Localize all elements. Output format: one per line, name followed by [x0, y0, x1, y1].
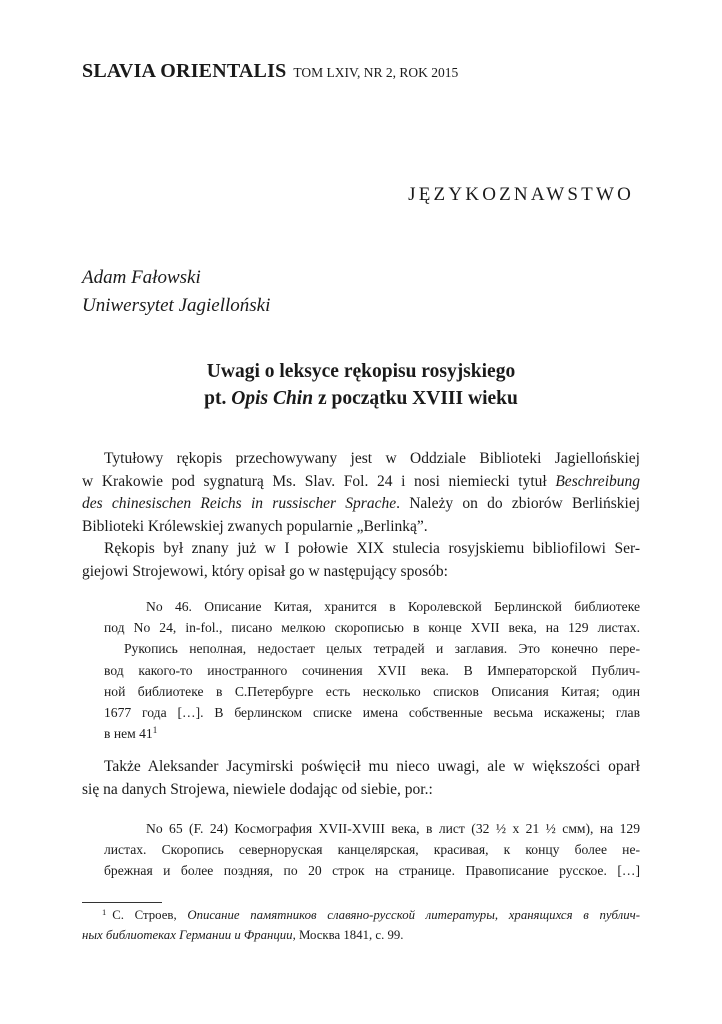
- author-block: [82, 264, 270, 320]
- footnote-divider: [82, 902, 162, 903]
- paragraph-1-line-2-text: w Krakowie pod sygnaturą Ms. Slav. Fol. 24 i nosi niemiecki tytuł: [82, 472, 556, 490]
- block-quote-2: [104, 818, 640, 882]
- paragraph-1-line-3-text: . Należy on do zbiorów Berlińskiej: [396, 495, 641, 512]
- footnote-line-2-text: Москва 1841, с. 99.: [295, 927, 404, 942]
- title-line-1: Uwagi o leksyce rękopisu rosyjskiego: [206, 361, 516, 382]
- quote-1-line-3: Рукопись неполная, недостает целых тетрадей и заглавия. Это конечно пере-: [124, 641, 640, 657]
- author-name: Adam Fałowski: [82, 267, 201, 288]
- quote-1-line-7-text: в нем 41: [104, 726, 153, 742]
- title-italic: Opis Chin: [231, 388, 314, 409]
- footnote-line-1: [82, 906, 640, 926]
- quote-2-line-3: брежная и более поздняя, по 20 строк на странице. Правописание русское. […]: [104, 863, 640, 879]
- paragraph-1-line-4: Biblioteki Królewskiej zwanych popularnie „Berlinką”.: [82, 517, 428, 535]
- paragraph-1-line-1: Tytułowy rękopis przechowywany jest w Oddziale Biblioteki Jagiellońskiej: [104, 450, 640, 467]
- paragraph-1-line-2: [82, 471, 640, 494]
- quote-2-line-1: No 65 (F. 24) Космография XVII-XVIII века, в лист (32 ½ x 21 ½ смм), на 129: [146, 821, 640, 836]
- footnote-number: 1: [102, 907, 107, 917]
- quote-1-line-7: [104, 723, 640, 744]
- footnote-line-1-italic: Описание памятников славяно-русской литературы, хранящихся в публич-: [187, 908, 641, 922]
- block-quote-1: [104, 596, 640, 744]
- paragraph-1: [82, 448, 640, 538]
- journal-name: SLAVIA ORIENTALIS: [82, 60, 287, 82]
- title-line-2-post: z początku XVIII wieku: [313, 388, 518, 409]
- footnote-line-1-text: С. Строев,: [112, 908, 188, 922]
- paragraph-1-line-3-italic: des chinesischen Reichs in russischer Sprache: [82, 495, 397, 512]
- article-title: [82, 358, 640, 412]
- paragraph-1-line-3: [82, 493, 640, 516]
- quote-1-line-2: под No 24, in-fol., писано мелкою скорописью в конце XVII века, на 129 листах.: [104, 620, 640, 636]
- paragraph-1-line-2-italic: Beschreibung: [555, 472, 640, 490]
- footnote-reference: 1: [152, 725, 158, 736]
- journal-header: [82, 60, 458, 83]
- title-line-2-pre: pt.: [204, 388, 232, 409]
- paragraph-3-line-1: Także Aleksander Jacymirski poświęcił mu nieco uwagi, ale w większości oparł: [104, 758, 640, 775]
- quote-1-line-6: 1677 года […]. В берлинском списке имена собственные весьма искажены; глав: [104, 705, 640, 721]
- title-line-2: [82, 385, 640, 412]
- paragraph-3-line-2: się na danych Strojewa, niewiele dodając od siebie, por.:: [82, 780, 433, 798]
- paragraph-3: [82, 756, 640, 801]
- quote-1-line-1: No 46. Описание Китая, хранится в Королевской Берлинской библиотеке: [146, 599, 640, 614]
- paragraph-2-line-1: Rękopis był znany już w I połowie XIX stulecia rosyjskiemu bibliofilowi Ser-: [104, 540, 640, 557]
- paragraph-2-line-2: giejowi Strojewowi, który opisał go w następujący sposób:: [82, 562, 448, 580]
- journal-issue: TOM LXIV, NR 2, ROK 2015: [293, 65, 459, 80]
- quote-1-line-5: ной библиотеке в С.Петербурге есть несколько списков Описания Китая; один: [104, 683, 640, 699]
- footnote-1: [82, 906, 640, 945]
- quote-1-line-4: вод какого-то иностранного сочинения XVII века. В Императорской Публич-: [104, 662, 640, 678]
- footnote-line-2: [82, 926, 640, 946]
- quote-2-line-2: листах. Скоропись северноруская канцелярская, красивая, к концу более не-: [104, 842, 640, 858]
- author-affiliation: Uniwersytet Jagielloński: [82, 295, 271, 316]
- section-heading: JĘZYKOZNAWSTWO: [408, 184, 634, 205]
- paragraph-2: [82, 538, 640, 583]
- footnote-line-2-italic: ных библиотеках Германии и Франции,: [82, 927, 296, 942]
